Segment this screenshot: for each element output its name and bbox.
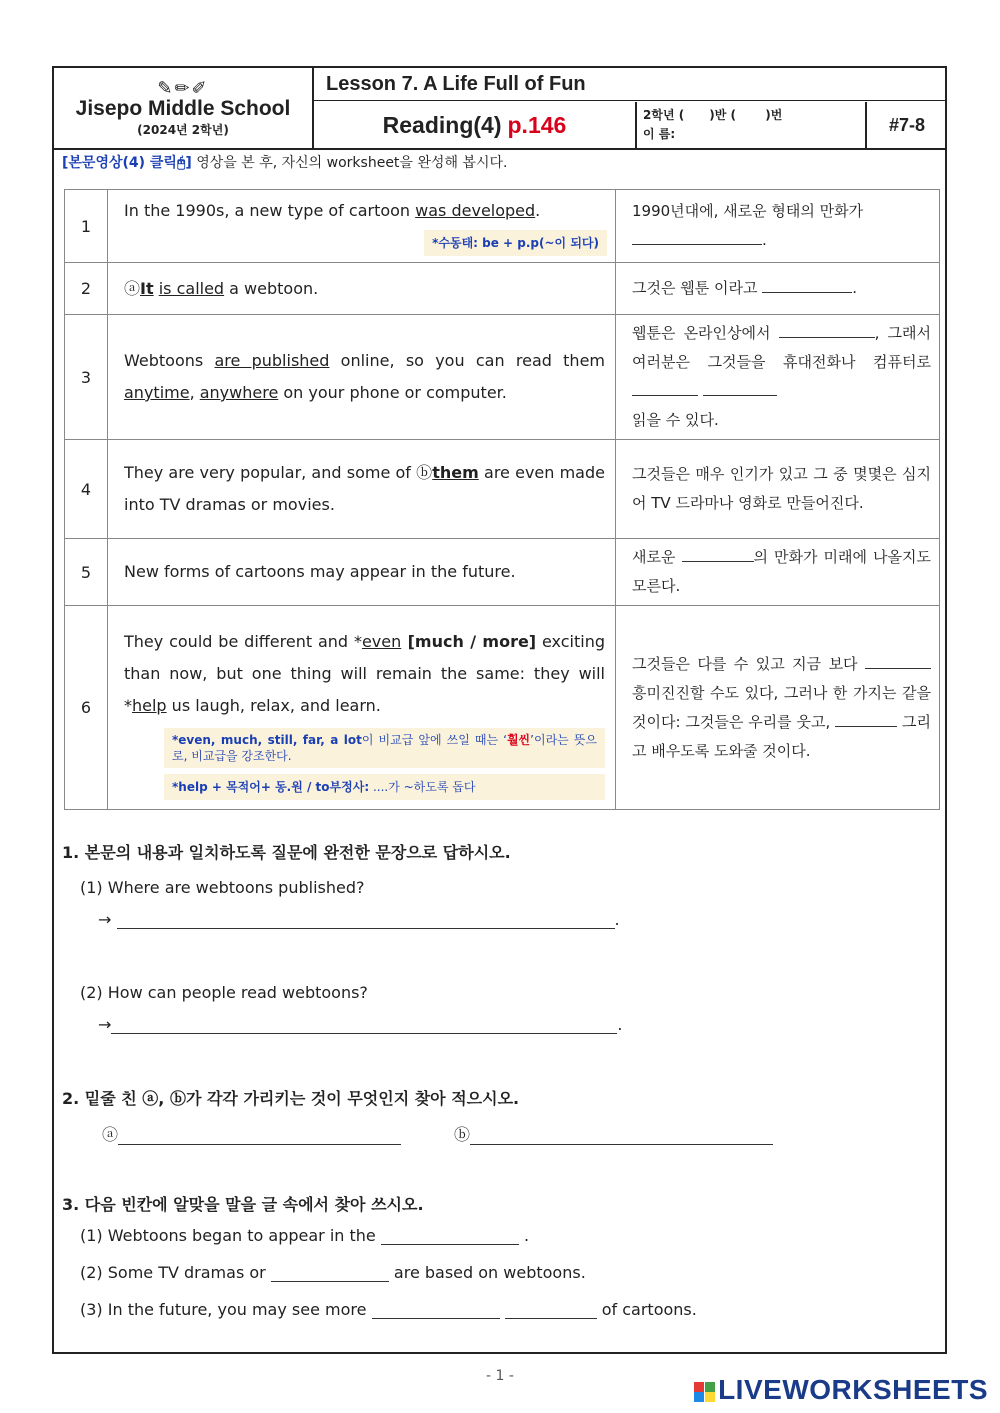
sentence-text: us laugh, relax, and learn. xyxy=(166,695,381,715)
answer-input[interactable] xyxy=(505,1300,597,1319)
sentence-text: a webtoon. xyxy=(224,278,319,298)
period: . xyxy=(523,1226,530,1245)
english-sentence xyxy=(108,440,616,539)
class-info xyxy=(637,102,867,148)
translation-text: 새로운 xyxy=(632,548,676,566)
sentence-text: They could be different and * xyxy=(124,631,362,651)
underlined-phrase: them xyxy=(432,463,479,482)
translation-text: 그것들은 다를 수 있고 지금 보다 xyxy=(632,654,858,673)
instruction xyxy=(62,152,507,172)
answer-line-1-1 xyxy=(98,910,620,929)
translation-text: 읽을 수 있다. xyxy=(632,411,719,429)
table-row xyxy=(65,315,940,440)
translation-text: 흥미진진할 수도 있다, 그러나 한 가지는 같을 것이다: 그것들은 우리를 웃고, xyxy=(632,683,931,731)
sentence-text: are even made into TV dramas or movies. xyxy=(124,463,605,514)
worksheet-number: #7-8 xyxy=(888,115,926,135)
school-name: Jisepo Middle School xyxy=(75,97,291,120)
english-sentence: New forms of cartoons may appear in the future. xyxy=(108,539,616,606)
marker-a: ⓐ xyxy=(124,278,141,298)
answer-blank[interactable] xyxy=(762,276,852,293)
korean-translation: 그것들은 매우 인기가 있고 그 중 몇몇은 심지어 TV 드라마나 영화로 만들어진다. xyxy=(616,440,940,539)
answer-blank[interactable] xyxy=(632,379,698,396)
video-link[interactable]: [본문영상(4) 클릭🖰] xyxy=(62,155,192,171)
note-text: *help + 목적어+ 동.원 / to부정사: xyxy=(172,779,370,794)
underlined-phrase: was developed xyxy=(415,201,536,220)
logo-icon xyxy=(694,1382,716,1402)
sentence-text: . xyxy=(535,201,541,220)
reading-title xyxy=(314,102,637,148)
answer-input[interactable] xyxy=(111,1015,617,1034)
answer-2a xyxy=(102,1122,401,1145)
translation-text: . xyxy=(762,231,767,249)
answer-blank[interactable] xyxy=(632,228,762,245)
sentence-text: In the 1990s, a new type of cartoon xyxy=(124,201,416,220)
reading-label: Reading(4) xyxy=(382,112,502,138)
answer-input[interactable] xyxy=(381,1226,519,1245)
korean-translation xyxy=(616,606,940,810)
translation-text: . xyxy=(852,279,858,297)
underlined-phrase: is called xyxy=(158,278,225,298)
answer-input[interactable] xyxy=(117,910,615,929)
translation-text: 1990년대에, 새로운 형태의 만화가 xyxy=(632,202,864,220)
question-2-title: 2. 밑줄 친 ⓐ, ⓑ가 각각 가리키는 것이 무엇인지 찾아 적으시오. xyxy=(62,1089,520,1108)
note-emphasis: 훨씬 xyxy=(506,732,531,747)
answer-input[interactable] xyxy=(118,1126,401,1145)
answer-input[interactable] xyxy=(372,1300,500,1319)
sentence-text: , xyxy=(189,383,200,402)
answer-blank[interactable] xyxy=(682,545,754,562)
underlined-phrase: even xyxy=(361,631,402,651)
page-ref: p.146 xyxy=(507,112,567,138)
english-sentence xyxy=(108,190,616,263)
class-line: 2학년 ( )반 ( )번 xyxy=(643,108,783,122)
arrow-icon: → xyxy=(98,910,112,929)
answer-2b xyxy=(454,1122,773,1145)
reading-table xyxy=(64,189,940,810)
question-1-title: 1. 본문의 내용과 일치하도록 질문에 완전한 문장으로 답하시오. xyxy=(62,843,511,862)
korean-translation xyxy=(616,263,940,315)
header xyxy=(54,68,945,150)
note-text: ....가 ~하도록 돕다 xyxy=(369,779,476,794)
english-sentence xyxy=(108,315,616,440)
grammar-note: *수동태: be + p.p(~이 되다) xyxy=(424,230,607,256)
answer-input[interactable] xyxy=(470,1126,773,1145)
sentence-text: They are very popular, and some of ⓑ xyxy=(124,463,433,482)
table-row xyxy=(65,263,940,315)
school-box xyxy=(54,68,314,148)
table-row xyxy=(65,606,940,810)
underlined-phrase: It xyxy=(140,278,154,298)
sentence-text: on your phone or computer. xyxy=(278,383,507,402)
translation-text: 웹툰은 온라인상에서 xyxy=(632,324,771,342)
table-row xyxy=(65,440,940,539)
school-year: (2024년 2학년) xyxy=(137,123,229,137)
answer-input[interactable] xyxy=(271,1263,389,1282)
question-1-2: (2) How can people read webtoons? xyxy=(80,983,368,1002)
note-text: ’이라는 뜻으로, 비교급을 강조한다. xyxy=(172,732,597,763)
table-row xyxy=(65,190,940,263)
question-text: of cartoons. xyxy=(601,1300,697,1319)
question-3-title: 3. 다음 빈칸에 알맞을 말을 글 속에서 찾아 쓰시오. xyxy=(62,1195,424,1214)
period: . xyxy=(614,910,620,929)
sentence-text: Webtoons xyxy=(124,351,215,370)
korean-translation xyxy=(616,315,940,440)
translation-text: 그래서 여러분은 그것들을 휴대전화나 컴퓨터로 xyxy=(632,324,931,371)
row-number: 6 xyxy=(65,606,108,810)
marker-b: ⓑ xyxy=(454,1125,471,1144)
translation-text: 그리고 배우도록 도와줄 것이다. xyxy=(632,712,931,760)
question-3-2 xyxy=(80,1263,586,1282)
answer-blank[interactable] xyxy=(865,652,931,669)
question-text: (2) Some TV dramas or xyxy=(80,1263,266,1282)
underlined-phrase: are published xyxy=(214,351,330,370)
english-sentence xyxy=(108,606,616,810)
translation-text: 의 만화가 미래에 나올지도 모른다. xyxy=(632,548,931,595)
note-text: *even, much, still, far, a lot xyxy=(172,732,362,747)
row-number: 4 xyxy=(65,440,108,539)
underlined-phrase: anywhere xyxy=(199,383,279,402)
pencils-icon: ✎✏✐ xyxy=(157,78,209,99)
grammar-note xyxy=(164,774,605,800)
answer-blank[interactable] xyxy=(779,321,875,338)
answer-line-1-2 xyxy=(98,1015,623,1034)
instruction-text: 영상을 본 후, 자신의 worksheet을 완성해 봅시다. xyxy=(191,155,508,171)
bracket-choice[interactable]: [much / more] xyxy=(401,631,537,651)
korean-translation xyxy=(616,539,940,606)
english-sentence xyxy=(108,263,616,315)
period: . xyxy=(617,1015,623,1034)
question-text: are based on webtoons. xyxy=(393,1263,586,1282)
question-3-3 xyxy=(80,1300,697,1319)
name-line: 이 름: xyxy=(643,127,676,141)
answer-blank[interactable] xyxy=(835,710,897,727)
lesson-title: Lesson 7. A Life Full of Fun xyxy=(314,68,945,101)
liveworksheets-logo xyxy=(694,1374,988,1406)
underlined-phrase: help xyxy=(132,695,167,715)
question-1-1: (1) Where are webtoons published? xyxy=(80,878,365,897)
korean-translation xyxy=(616,190,940,263)
translation-text: 그것은 웹툰 이라고 xyxy=(632,279,758,297)
answer-blank[interactable] xyxy=(703,379,777,396)
underlined-phrase: anytime xyxy=(124,383,190,402)
page-number: - 1 - xyxy=(486,1368,514,1384)
grammar-note xyxy=(164,728,605,768)
row-number: 5 xyxy=(65,539,108,606)
row-number: 3 xyxy=(65,315,108,440)
sentence-text: online, so you can read them xyxy=(329,351,605,370)
question-text: (3) In the future, you may see more xyxy=(80,1300,367,1319)
row-number: 1 xyxy=(65,190,108,263)
row-number: 2 xyxy=(65,263,108,315)
question-text: (1) Webtoons began to appear in the xyxy=(80,1226,376,1245)
arrow-icon: → xyxy=(98,1015,112,1034)
table-row xyxy=(65,539,940,606)
marker-a: ⓐ xyxy=(102,1125,119,1144)
question-3-1 xyxy=(80,1226,529,1245)
brand-text: LIVEWORKSHEETS xyxy=(718,1374,988,1405)
sentence-text: exciting than now, but one thing will remain the same: they will * xyxy=(124,631,605,715)
translation-text: , xyxy=(874,324,880,342)
note-text: 이 비교급 앞에 쓰일 때는 ‘ xyxy=(361,732,507,747)
